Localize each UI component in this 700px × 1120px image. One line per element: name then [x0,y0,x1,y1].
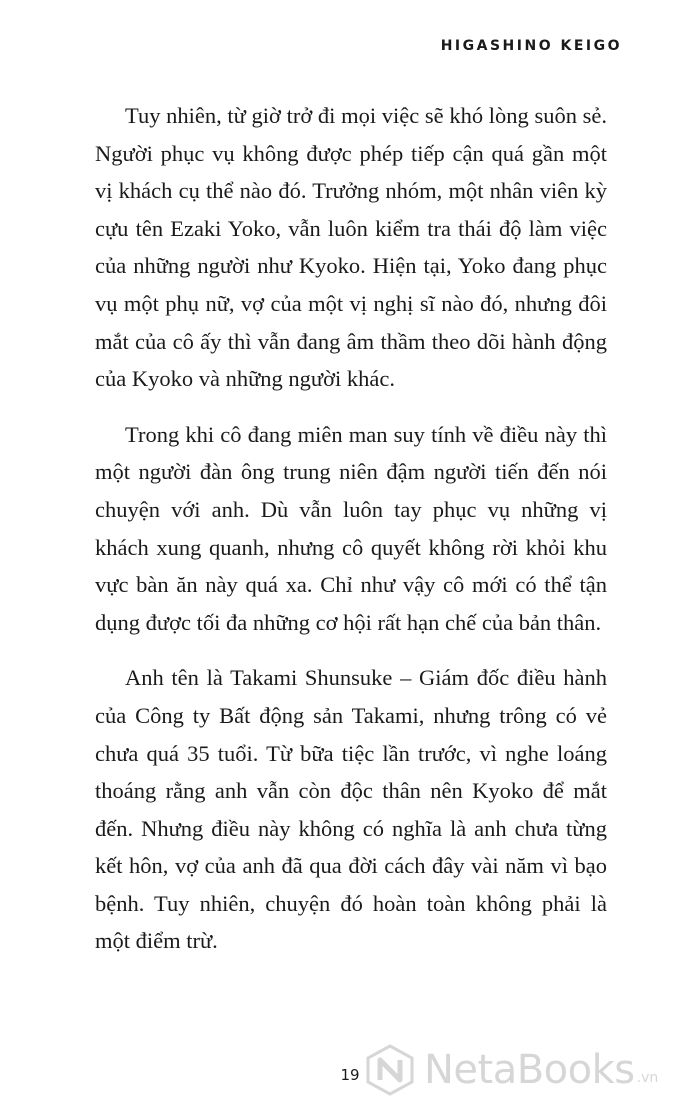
watermark [360,1040,658,1100]
paragraph: Tuy nhiên, từ giờ trở đi mọi việc sẽ khó lòng suôn sẻ. Người phục vụ không được phép tiếp cận quá gần một vị khách cụ thể nào đó. Trưởng nhóm, một nhân viên kỳ cựu tên Ezaki Yoko, vẫn luôn kiểm tra thái độ làm việc của những người như Kyoko. Hiện tại, Yoko đang phục vụ một phụ nữ, vợ của một vị nghị sĩ nào đó, nhưng đôi mắt của cô ấy thì vẫn đang âm thầm theo dõi hành động của Kyoko và những người khác. [95,103,607,392]
watermark-brand: NetaBooks [424,1047,635,1093]
paragraph: Anh tên là Takami Shunsuke – Giám đốc điều hành của Công ty Bất động sản Takami, nhưng trông có vẻ chưa quá 35 tuổi. Từ bữa tiệc lần trước, vì nghe loáng thoáng rằng anh vẫn còn độc thân nên Kyoko để mắt đến. Nhưng điều này không có nghĩa là anh chưa từng kết hôn, vợ của anh đã qua đời cách đây vài năm vì bạo bệnh. Tuy nhiên, chuyện đó hoàn toàn không phải là một điểm trừ. [95,665,607,954]
watermark-suffix: .vn [636,1070,659,1086]
page-number: 19 [340,1066,360,1084]
body-text [95,97,607,978]
running-header: HIGASHINO KEIGO [440,38,622,54]
netabooks-logo-icon [360,1040,420,1100]
paragraph: Trong khi cô đang miên man suy tính về điều này thì một người đàn ông trung niên đậm người tiến đến nói chuyện với anh. Dù vẫn luôn tay phục vụ những vị khách xung quanh, nhưng cô quyết không rời khỏi khu vực bàn ăn này quá xa. Chỉ như vậy cô mới có thể tận dụng được tối đa những cơ hội rất hạn chế của bản thân. [95,421,607,635]
